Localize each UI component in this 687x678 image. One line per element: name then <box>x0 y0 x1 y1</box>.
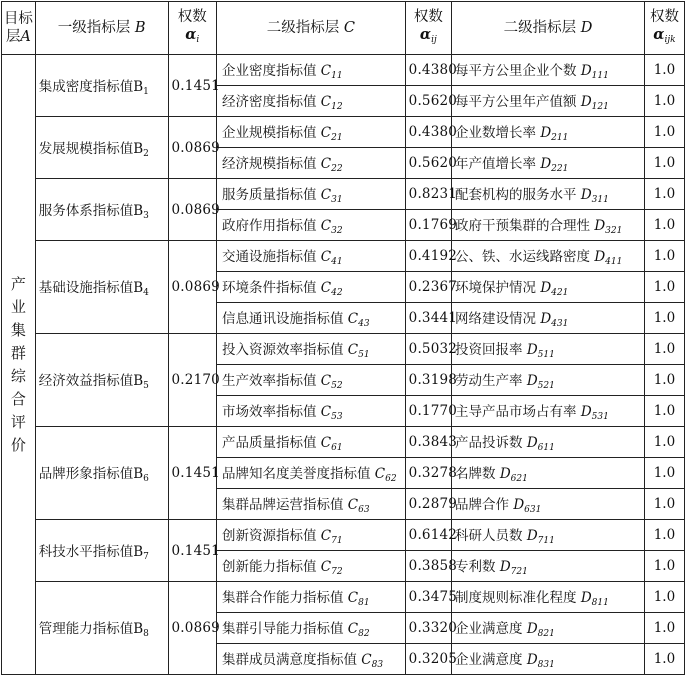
level2-c-label: 品牌知名度美誉度指标值 <box>222 466 371 482</box>
level1-label: 基础设施指标值 <box>38 280 134 296</box>
level2-d-label: 每平方公里企业个数 <box>455 63 577 79</box>
level2-c-cell <box>217 210 406 241</box>
level2-c-letter: C <box>320 373 332 389</box>
level2-d-weight-cell: 1.0 <box>644 210 684 241</box>
level1-weight-cell: 0.0869 <box>168 179 216 241</box>
level1-weight-cell: 0.0869 <box>168 117 216 179</box>
level2-d-letter: D <box>580 94 592 110</box>
level2-d-label: 名牌数 <box>455 466 496 482</box>
level2-d-label: 环境保护情况 <box>455 280 537 296</box>
level2-c-weight-cell: 0.3278 <box>405 458 451 489</box>
level1-sub: 5 <box>143 381 149 391</box>
level2-c-cell <box>217 427 406 458</box>
target-char: 业 <box>10 297 26 316</box>
level2-c-label: 环境条件指标值 <box>222 280 317 296</box>
level2-c-sub: 32 <box>331 226 343 236</box>
level1-letter: B <box>133 373 144 389</box>
level2-d-sub: 611 <box>537 443 555 453</box>
header-weight-ij <box>405 2 451 55</box>
table-row <box>2 334 685 365</box>
level2-d-letter: D <box>580 590 592 606</box>
level2-c-weight-cell: 0.6142 <box>405 520 451 551</box>
level2-d-letter: D <box>513 497 525 513</box>
level1-indicator-cell <box>35 427 168 520</box>
level1-indicator-cell <box>35 55 168 117</box>
level2-d-weight-cell: 1.0 <box>644 427 684 458</box>
level2-d-sub: 221 <box>551 164 569 174</box>
level2-c-letter: C <box>320 94 332 110</box>
level1-label: 管理能力指标值 <box>38 621 134 637</box>
level2-d-label: 劳动生产率 <box>455 373 523 389</box>
level2-d-cell <box>452 520 645 551</box>
level2-d-weight-cell: 1.0 <box>644 613 684 644</box>
level1-indicator-cell <box>35 582 168 675</box>
level2-d-cell <box>452 489 645 520</box>
level2-c-cell <box>217 86 406 117</box>
level2-c-sub: 43 <box>358 319 370 329</box>
level1-letter: B <box>133 621 144 637</box>
level2-d-sub: 211 <box>551 133 569 143</box>
level2-d-cell <box>452 396 645 427</box>
header-weight-ijk-symbol: $\alpha_{ijk}$ <box>653 25 676 45</box>
level2-c-cell <box>217 520 406 551</box>
header-level2-d <box>452 2 645 55</box>
level2-d-label: 主导产品市场占有率 <box>455 404 577 420</box>
level2-c-cell <box>217 117 406 148</box>
level2-d-weight-cell: 1.0 <box>644 241 684 272</box>
level2-c-cell <box>217 179 406 210</box>
level2-c-cell <box>217 396 406 427</box>
level1-indicator-cell <box>35 179 168 241</box>
level2-c-cell <box>217 582 406 613</box>
level2-c-label: 信息通讯设施指标值 <box>222 311 344 327</box>
level2-c-cell <box>217 148 406 179</box>
level2-c-sub: 21 <box>331 133 343 143</box>
level1-weight-cell: 0.0869 <box>168 582 216 675</box>
level2-d-label: 品牌合作 <box>455 497 510 513</box>
level2-c-weight-cell: 0.5032 <box>405 334 451 365</box>
level2-c-sub: 42 <box>331 288 343 298</box>
level2-d-weight-cell: 1.0 <box>644 582 684 613</box>
level2-d-sub: 631 <box>524 505 542 515</box>
level2-d-sub: 821 <box>537 629 555 639</box>
level2-d-weight-cell: 1.0 <box>644 396 684 427</box>
header-weight-i <box>168 2 216 55</box>
level2-c-cell <box>217 551 406 582</box>
level2-d-letter: D <box>580 63 592 79</box>
level2-c-letter: C <box>320 187 332 203</box>
level2-d-cell <box>452 551 645 582</box>
level2-c-sub: 72 <box>331 567 343 577</box>
level2-d-letter: D <box>526 652 538 668</box>
level2-d-cell <box>452 303 645 334</box>
header-weight-ijk <box>644 2 684 55</box>
level2-d-sub: 621 <box>510 474 528 484</box>
target-char: 综 <box>10 366 26 385</box>
target-char: 集 <box>10 320 26 339</box>
level2-d-cell <box>452 644 645 675</box>
level2-d-letter: D <box>499 466 511 482</box>
level2-c-cell <box>217 489 406 520</box>
level1-sub: 2 <box>143 148 149 159</box>
level1-indicator-cell <box>35 334 168 427</box>
table-row <box>2 55 685 86</box>
level2-d-sub: 311 <box>591 195 609 205</box>
level2-d-letter: D <box>580 404 592 420</box>
target-char: 评 <box>10 412 26 431</box>
level1-label: 集成密度指标值 <box>38 78 134 95</box>
level2-c-sub: 53 <box>331 412 343 422</box>
level2-c-letter: C <box>347 497 359 513</box>
level2-d-letter: D <box>526 621 538 637</box>
level2-d-weight-cell: 1.0 <box>644 520 684 551</box>
level2-c-letter: C <box>361 652 372 668</box>
header-target-layer <box>2 2 36 55</box>
level2-d-label: 产品投诉数 <box>455 435 523 451</box>
level2-d-label: 专利数 <box>455 559 496 575</box>
level2-c-weight-cell: 0.3320 <box>405 613 451 644</box>
header-target-line1: 目标 <box>3 11 33 27</box>
level2-d-cell <box>452 241 645 272</box>
level1-weight-cell: 0.0869 <box>168 241 216 334</box>
level2-c-sub: 51 <box>358 350 370 360</box>
level2-d-label: 企业数增长率 <box>455 125 537 141</box>
level2-c-sub: 31 <box>331 195 343 205</box>
level2-d-weight-cell: 1.0 <box>644 644 684 675</box>
level2-c-sub: 63 <box>358 505 370 515</box>
level2-c-weight-cell: 0.1769 <box>405 210 451 241</box>
level2-d-sub: 721 <box>510 567 528 577</box>
level2-d-label: 每平方公里年产值额 <box>455 94 577 110</box>
level2-c-sub: 22 <box>331 164 343 174</box>
level2-c-label: 投入资源效率指标值 <box>222 342 344 358</box>
level2-d-weight-cell: 1.0 <box>644 86 684 117</box>
level2-c-sub: 52 <box>331 381 343 391</box>
level2-d-letter: D <box>594 218 606 234</box>
level2-d-label: 公、铁、水运线路密度 <box>455 249 591 265</box>
level2-c-sub: 61 <box>331 443 343 453</box>
level1-weight-cell: 0.2170 <box>168 334 216 427</box>
header-level1 <box>35 2 168 55</box>
level1-label: 服务体系指标值 <box>38 202 134 219</box>
level2-c-weight-cell: 0.5620 <box>405 148 451 179</box>
table-body <box>2 55 685 675</box>
level2-c-label: 集群成员满意度指标值 <box>222 652 357 668</box>
level2-c-sub: 71 <box>331 536 343 546</box>
level2-d-weight-cell: 1.0 <box>644 334 684 365</box>
level2-d-letter: D <box>526 435 538 451</box>
level2-d-weight-cell: 1.0 <box>644 55 684 86</box>
target-char: 群 <box>10 343 26 362</box>
level2-c-label: 市场效率指标值 <box>222 404 317 420</box>
level2-c-label: 服务质量指标值 <box>222 187 317 203</box>
level2-d-sub: 811 <box>591 598 609 608</box>
header-weight-i-symbol: $\alpha_i$ <box>185 25 200 45</box>
header-level2-c-var: C <box>343 20 355 36</box>
level1-sub: 8 <box>143 629 149 639</box>
level2-c-cell <box>217 334 406 365</box>
level2-d-sub: 431 <box>551 319 569 329</box>
indicator-table <box>1 1 685 675</box>
target-char: 合 <box>10 389 26 408</box>
level2-d-sub: 531 <box>591 412 609 422</box>
level2-d-weight-cell: 1.0 <box>644 117 684 148</box>
level2-c-weight-cell: 0.3205 <box>405 644 451 675</box>
table-row <box>2 117 685 148</box>
level2-d-cell <box>452 86 645 117</box>
header-level1-text: 一级指标层 <box>57 20 131 36</box>
level2-c-weight-cell: 0.4192 <box>405 241 451 272</box>
level1-weight-cell: 0.1451 <box>168 55 216 117</box>
level2-d-label: 网络建设情况 <box>455 311 537 327</box>
level2-d-label: 配套机构的服务水平 <box>455 187 577 203</box>
header-row <box>2 2 685 55</box>
level2-c-weight-cell: 0.5620 <box>405 86 451 117</box>
level2-c-letter: C <box>347 311 359 327</box>
level2-c-label: 集群合作能力指标值 <box>222 590 344 606</box>
table-row <box>2 241 685 272</box>
level2-d-cell <box>452 148 645 179</box>
level2-d-letter: D <box>594 249 606 265</box>
target-layer-cell <box>2 55 36 675</box>
level2-d-letter: D <box>540 156 552 172</box>
level2-d-weight-cell: 1.0 <box>644 179 684 210</box>
level2-c-weight-cell: 0.3198 <box>405 365 451 396</box>
level2-c-cell <box>217 613 406 644</box>
level2-c-label: 政府作用指标值 <box>222 218 317 234</box>
level2-d-cell <box>452 55 645 86</box>
level2-c-cell <box>217 365 406 396</box>
header-target-line2: 层A <box>5 29 31 45</box>
level2-d-weight-cell: 1.0 <box>644 551 684 582</box>
level2-c-weight-cell: 0.2367 <box>405 272 451 303</box>
level2-c-letter: C <box>320 156 332 172</box>
level1-label: 科技水平指标值 <box>38 543 134 560</box>
level2-c-letter: C <box>374 466 386 482</box>
level2-d-letter: D <box>526 342 538 358</box>
level2-c-sub: 12 <box>331 102 343 112</box>
level1-label: 经济效益指标值 <box>38 373 134 389</box>
header-level1-var: B <box>134 20 146 36</box>
level2-c-weight-cell: 0.3843 <box>405 427 451 458</box>
level2-d-cell <box>452 582 645 613</box>
level2-d-cell <box>452 179 645 210</box>
level2-c-sub: 11 <box>331 71 343 81</box>
level2-c-cell <box>217 55 406 86</box>
level2-c-letter: C <box>320 280 332 296</box>
level2-c-cell <box>217 272 406 303</box>
header-weight-ijk-text: 权数 <box>649 8 679 25</box>
level2-d-cell <box>452 117 645 148</box>
header-weight-i-text: 权数 <box>177 8 207 25</box>
header-level2-d-text: 二级指标层 <box>503 20 577 36</box>
level1-letter: B <box>133 466 144 482</box>
level2-d-sub: 411 <box>605 257 623 267</box>
level2-c-weight-cell: 0.3475 <box>405 582 451 613</box>
level2-d-letter: D <box>580 187 592 203</box>
level2-c-weight-cell: 0.3441 <box>405 303 451 334</box>
level2-d-weight-cell: 1.0 <box>644 272 684 303</box>
level2-c-label: 经济密度指标值 <box>222 94 317 110</box>
level1-sub: 7 <box>143 551 149 562</box>
level2-c-label: 产品质量指标值 <box>222 435 317 451</box>
level2-c-cell <box>217 241 406 272</box>
level2-d-cell <box>452 272 645 303</box>
level2-d-cell <box>452 365 645 396</box>
level2-c-cell <box>217 303 406 334</box>
level2-c-weight-cell: 0.4380 <box>405 117 451 148</box>
level2-d-sub: 121 <box>591 102 609 112</box>
level2-c-sub: 41 <box>331 257 343 267</box>
level2-d-label: 投资回报率 <box>455 342 523 358</box>
level2-c-label: 创新资源指标值 <box>222 528 317 544</box>
level2-d-label: 科研人员数 <box>455 528 523 544</box>
header-level2-c-text: 二级指标层 <box>266 20 340 36</box>
level1-sub: 4 <box>143 288 149 298</box>
level2-d-label: 企业满意度 <box>455 652 523 668</box>
level2-d-sub: 321 <box>605 226 623 236</box>
level2-d-label: 政府干预集群的合理性 <box>455 218 591 234</box>
level2-c-letter: C <box>320 528 332 544</box>
level2-c-cell <box>217 458 406 489</box>
level2-c-weight-cell: 0.8231 <box>405 179 451 210</box>
level2-d-letter: D <box>526 373 538 389</box>
level1-indicator-cell <box>35 117 168 179</box>
level1-indicator-cell <box>35 241 168 334</box>
header-weight-ij-symbol: $\alpha_{ij}$ <box>419 25 437 45</box>
level1-letter: B <box>133 140 144 157</box>
level2-d-letter: D <box>540 125 552 141</box>
level1-weight-cell: 0.1451 <box>168 520 216 582</box>
level2-c-letter: C <box>320 125 332 141</box>
level2-c-weight-cell: 0.2879 <box>405 489 451 520</box>
table-row <box>2 520 685 551</box>
level2-c-letter: C <box>320 559 332 575</box>
level2-d-sub: 521 <box>537 381 555 391</box>
level1-letter: B <box>133 78 144 95</box>
level1-weight-cell: 0.1451 <box>168 427 216 520</box>
level1-indicator-cell <box>35 520 168 582</box>
level1-sub: 6 <box>143 474 149 484</box>
level2-c-letter: C <box>320 218 332 234</box>
level2-c-weight-cell: 0.1770 <box>405 396 451 427</box>
level2-c-cell <box>217 644 406 675</box>
level2-c-letter: C <box>320 249 332 265</box>
level1-letter: B <box>133 202 144 219</box>
level2-d-sub: 511 <box>537 350 555 360</box>
header-level2-d-var: D <box>580 20 593 36</box>
level2-c-label: 交通设施指标值 <box>222 249 317 265</box>
level2-d-label: 企业满意度 <box>455 621 523 637</box>
level2-d-cell <box>452 334 645 365</box>
level2-c-sub: 83 <box>371 660 384 670</box>
level2-d-letter: D <box>540 280 552 296</box>
level2-c-letter: C <box>320 63 332 79</box>
level2-c-label: 集群引导能力指标值 <box>222 621 344 637</box>
level1-letter: B <box>133 280 144 296</box>
level1-sub: 3 <box>143 210 149 221</box>
level2-d-cell <box>452 613 645 644</box>
level2-d-sub: 111 <box>591 71 609 81</box>
level2-d-sub: 711 <box>537 536 555 546</box>
level2-c-label: 企业密度指标值 <box>222 63 317 79</box>
level2-c-label: 经济规模指标值 <box>222 156 317 172</box>
level2-c-label: 企业规模指标值 <box>222 125 317 141</box>
level2-c-label: 生产效率指标值 <box>222 373 317 389</box>
level2-c-letter: C <box>347 621 359 637</box>
level2-d-sub: 421 <box>551 288 569 298</box>
level2-d-cell <box>452 210 645 241</box>
level2-d-weight-cell: 1.0 <box>644 365 684 396</box>
level1-label: 品牌形象指标值 <box>38 466 134 482</box>
level2-c-label: 集群品牌运营指标值 <box>222 497 344 513</box>
table-row <box>2 427 685 458</box>
table-row <box>2 582 685 613</box>
level2-d-weight-cell: 1.0 <box>644 489 684 520</box>
level2-d-cell <box>452 458 645 489</box>
level2-c-weight-cell: 0.4380 <box>405 55 451 86</box>
level2-d-weight-cell: 1.0 <box>644 148 684 179</box>
level2-c-sub: 62 <box>385 474 397 484</box>
level2-c-letter: C <box>320 404 332 420</box>
level2-d-label: 年产值增长率 <box>455 156 537 172</box>
level2-c-label: 创新能力指标值 <box>222 559 317 575</box>
target-char: 产 <box>10 274 26 293</box>
level2-d-letter: D <box>540 311 552 327</box>
table-row <box>2 179 685 210</box>
level2-c-letter: C <box>320 435 332 451</box>
level2-d-label: 制度规则标准化程度 <box>455 590 577 606</box>
level2-d-letter: D <box>499 559 511 575</box>
level2-d-letter: D <box>526 528 538 544</box>
level2-d-sub: 831 <box>537 660 555 670</box>
level1-sub: 1 <box>143 86 149 97</box>
level2-c-weight-cell: 0.3858 <box>405 551 451 582</box>
level2-d-cell <box>452 427 645 458</box>
level1-letter: B <box>133 543 144 560</box>
level2-c-letter: C <box>347 590 359 606</box>
level2-c-sub: 82 <box>358 629 370 639</box>
level1-label: 发展规模指标值 <box>38 140 134 157</box>
level2-d-weight-cell: 1.0 <box>644 303 684 334</box>
table-header <box>2 2 685 55</box>
level2-c-sub: 81 <box>358 598 370 608</box>
header-level2-c <box>217 2 406 55</box>
target-char: 价 <box>10 435 26 454</box>
header-weight-ij-text: 权数 <box>413 8 443 25</box>
level2-c-letter: C <box>347 342 359 358</box>
level2-d-weight-cell: 1.0 <box>644 458 684 489</box>
